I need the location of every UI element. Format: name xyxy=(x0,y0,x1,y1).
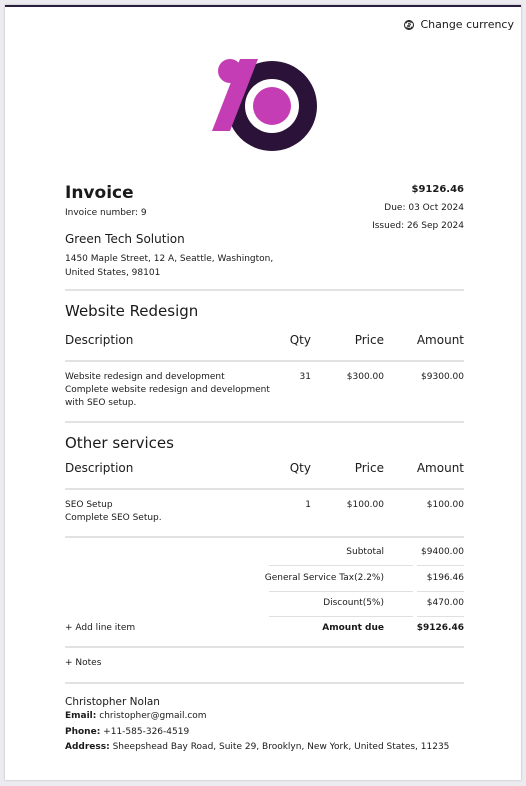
divider xyxy=(269,565,413,566)
currency-exchange-icon xyxy=(403,19,415,31)
amount-due-value: $9126.46 xyxy=(416,623,464,633)
sender-name: Christopher Nolan xyxy=(65,696,160,708)
divider xyxy=(417,616,464,617)
amount-due-label: Amount due xyxy=(322,623,384,633)
add-notes-button[interactable]: + Notes xyxy=(65,658,102,668)
column-header-qty: Qty xyxy=(289,461,311,475)
line-item-detail: Complete website redesign and development with SEO setup. xyxy=(65,385,270,408)
line-item-name: Website redesign and development xyxy=(65,372,225,382)
line-item-name: SEO Setup xyxy=(65,500,113,510)
line-item-price[interactable]: $300.00 xyxy=(346,372,384,382)
line-item-price[interactable]: $100.00 xyxy=(346,500,384,510)
issued-date: Issued: 26 Sep 2024 xyxy=(372,221,464,231)
sender-email-row xyxy=(65,711,207,721)
company-logo xyxy=(210,58,322,158)
subtotal-value: $9400.00 xyxy=(421,547,464,557)
invoice-card xyxy=(5,5,521,780)
sender-address: Sheepshead Bay Road, Suite 29, Brooklyn, New York, United States, 11235 xyxy=(112,742,450,752)
client-address: 1450 Maple Street, 12 A, Seattle, Washington, United States, 98101 xyxy=(65,254,274,278)
discount-label[interactable]: Discount(5%) xyxy=(323,598,384,608)
line-item-detail: Complete SEO Setup. xyxy=(65,513,162,523)
invoice-total: $9126.46 xyxy=(411,184,464,195)
sender-address-label: Address: xyxy=(65,742,110,752)
due-date: Due: 03 Oct 2024 xyxy=(384,203,464,213)
line-item-qty[interactable]: 1 xyxy=(305,500,311,510)
divider xyxy=(65,536,464,538)
subtotal-label: Subtotal xyxy=(346,547,384,557)
divider xyxy=(65,360,464,362)
divider xyxy=(417,591,464,592)
column-header-price: Price xyxy=(354,333,384,347)
divider xyxy=(65,646,464,648)
client-name: Green Tech Solution xyxy=(65,232,185,246)
sender-address-row xyxy=(65,742,449,752)
line-item-description[interactable] xyxy=(65,371,280,410)
column-header-amount: Amount xyxy=(416,333,464,347)
tax-label[interactable]: General Service Tax(2.2%) xyxy=(264,573,384,583)
sender-phone: +11-585-326-4519 xyxy=(103,727,190,737)
change-currency-label: Change currency xyxy=(420,18,514,31)
divider xyxy=(65,488,464,490)
column-header-price: Price xyxy=(354,461,384,475)
discount-value: $470.00 xyxy=(426,598,464,608)
divider xyxy=(65,289,464,291)
sender-phone-label: Phone: xyxy=(65,727,101,737)
tax-value: $196.46 xyxy=(426,573,464,583)
change-currency-button[interactable] xyxy=(403,18,514,31)
divider xyxy=(65,682,464,684)
divider xyxy=(417,565,464,566)
invoice-title: Invoice xyxy=(65,183,134,203)
sender-phone-row xyxy=(65,727,189,737)
column-header-qty: Qty xyxy=(289,333,311,347)
divider xyxy=(269,616,413,617)
add-line-item-button[interactable]: + Add line item xyxy=(65,623,136,633)
column-header-description: Description xyxy=(65,333,134,347)
section-title: Website Redesign xyxy=(65,302,199,320)
invoice-number: Invoice number: 9 xyxy=(65,208,147,218)
divider xyxy=(65,421,464,423)
section-title: Other services xyxy=(65,434,174,452)
line-item-qty[interactable]: 31 xyxy=(299,372,311,382)
column-header-amount: Amount xyxy=(416,461,464,475)
line-item-amount: $100.00 xyxy=(426,500,464,510)
column-header-description: Description xyxy=(65,461,134,475)
sender-email-label: Email: xyxy=(65,711,97,721)
line-item-amount: $9300.00 xyxy=(421,372,464,382)
line-item-description[interactable] xyxy=(65,499,280,525)
sender-email: christopher@gmail.com xyxy=(99,711,207,721)
divider xyxy=(269,591,413,592)
